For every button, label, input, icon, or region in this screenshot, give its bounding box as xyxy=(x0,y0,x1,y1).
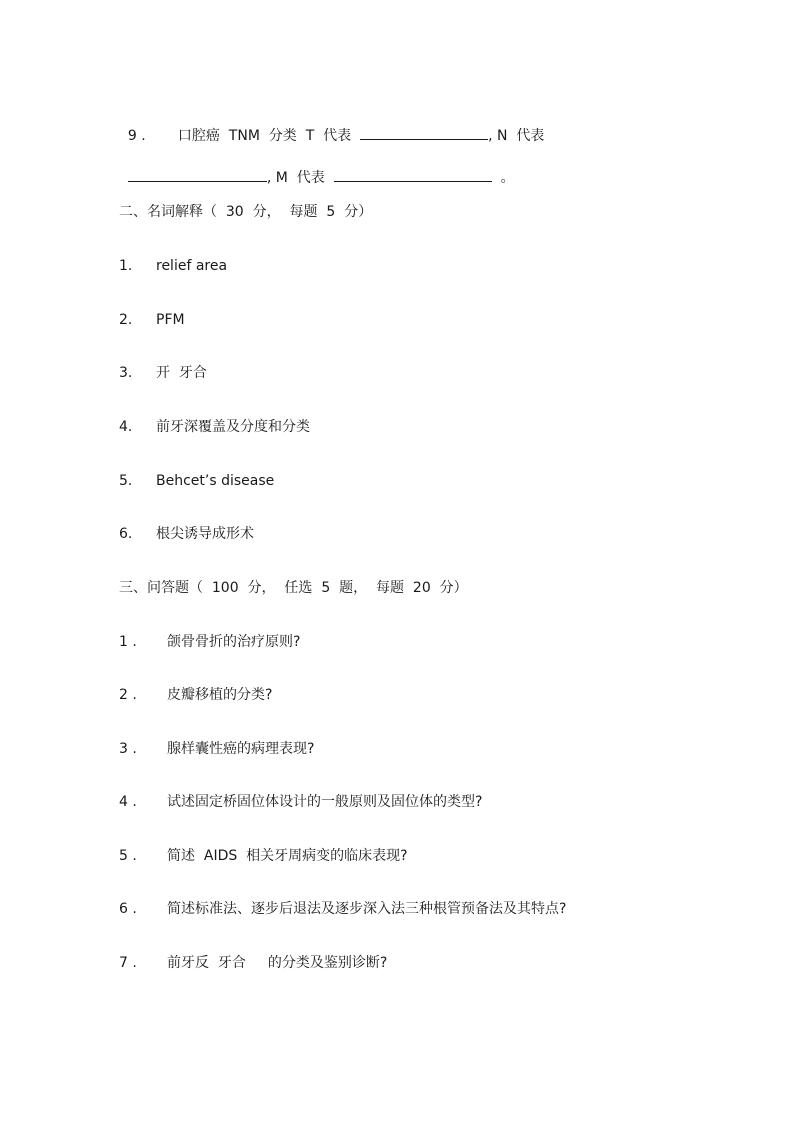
item-number: 6 . xyxy=(119,901,137,917)
list-item xyxy=(119,363,207,383)
item-text: Behcet’s disease xyxy=(156,473,275,489)
fill-item-9-line1 xyxy=(119,106,544,146)
answer-blank-t[interactable] xyxy=(360,126,488,140)
item-text: 的分类及鉴别诊断? xyxy=(267,955,388,971)
answer-blank-n[interactable] xyxy=(128,168,267,182)
item-text: 开 牙合 xyxy=(156,365,207,381)
list-item xyxy=(119,417,310,437)
section-heading: 三、问答题（ 100 分， 任选 5 题， 每题 20 分） xyxy=(119,580,468,596)
item-number: 5. xyxy=(119,473,133,489)
item-text: 。 xyxy=(491,170,515,186)
item-number: 5 . xyxy=(119,848,137,864)
item-number: 7 . xyxy=(119,955,137,971)
list-item xyxy=(119,524,254,544)
list-item xyxy=(119,899,566,919)
list-item xyxy=(119,685,272,705)
item-number: 2. xyxy=(119,312,133,328)
item-number: 1. xyxy=(119,258,133,274)
item-text: 颌骨骨折的治疗原则? xyxy=(167,634,301,650)
item-text: 简述标准法、逐步后退法及逐步深入法三种根管预备法及其特点? xyxy=(167,901,567,917)
item-text: 简述 AIDS 相关牙周病变的临床表现? xyxy=(167,848,408,864)
list-item xyxy=(119,256,227,276)
section-heading: 二、名词解释（ 30 分， 每题 5 分） xyxy=(119,204,373,220)
item-text: 腺样囊性癌的病理表现? xyxy=(167,741,315,757)
item-number: 3. xyxy=(119,365,133,381)
item-number: 9 . xyxy=(127,128,146,144)
item-text: 前牙反 牙合 xyxy=(167,955,246,971)
list-item xyxy=(119,632,300,652)
item-text: PFM xyxy=(156,312,185,328)
item-text: relief area xyxy=(156,258,228,274)
item-number: 4. xyxy=(119,419,133,435)
list-item xyxy=(119,739,314,759)
list-item xyxy=(119,310,185,330)
item-number: 4 . xyxy=(119,794,137,810)
item-text: 前牙深覆盖及分度和分类 xyxy=(156,419,310,435)
item-number: 1 . xyxy=(119,634,137,650)
item-text: 皮瓣移植的分类? xyxy=(167,687,273,703)
list-item xyxy=(119,846,408,866)
item-text: 口腔癌 TNM 分类 T 代表 xyxy=(177,128,361,144)
item-number: 2 . xyxy=(119,687,137,703)
item-number: 6. xyxy=(119,526,133,542)
answer-blank-m[interactable] xyxy=(334,168,492,182)
item-text: 根尖诱导成形术 xyxy=(156,526,254,542)
list-item xyxy=(119,953,387,973)
item-text: , M 代表 xyxy=(266,170,334,186)
item-number: 3 . xyxy=(119,741,137,757)
list-item xyxy=(119,792,482,812)
list-item xyxy=(119,471,274,491)
fill-item-9-line2 xyxy=(119,148,515,188)
item-text: , N 代表 xyxy=(488,128,545,144)
item-text: 试述固定桥固位体设计的一般原则及固位体的类型? xyxy=(167,794,483,810)
